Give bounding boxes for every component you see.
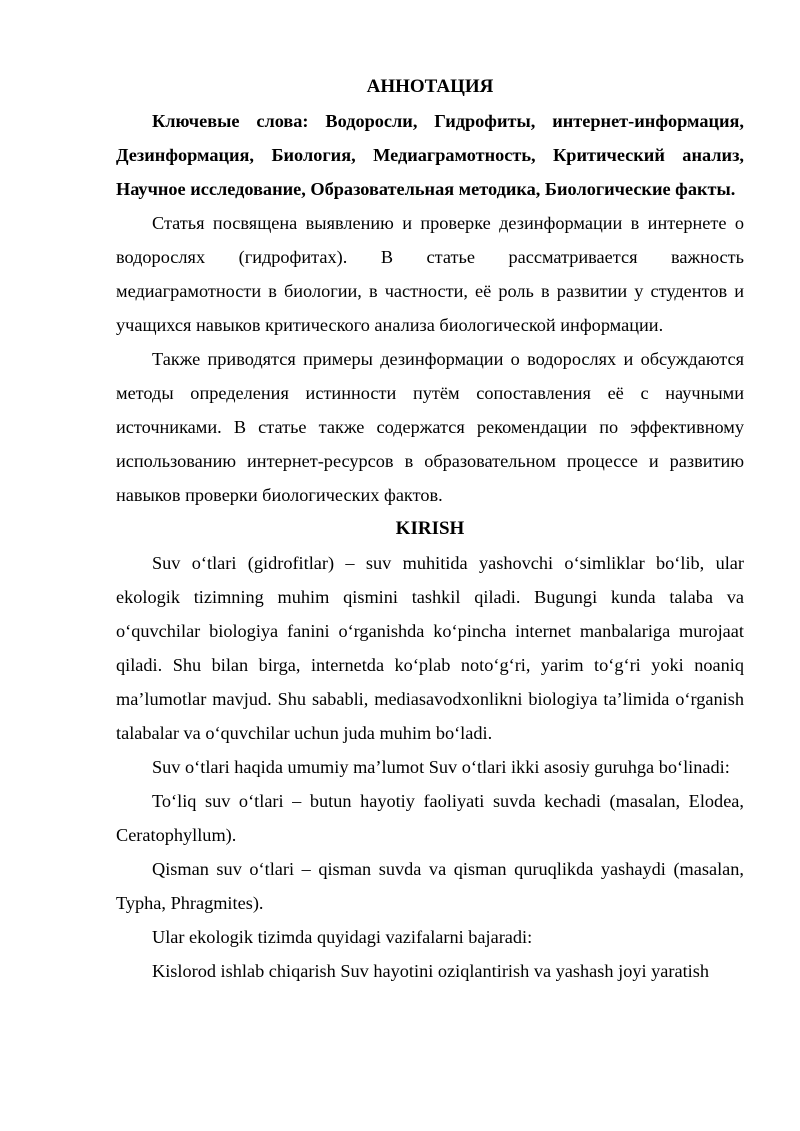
intro-paragraph-5: Ular ekologik tizimda quyidagi vazifalarni bajaradi:: [152, 927, 533, 947]
intro-paragraph-6: Kislorod ishlab chiqarish Suv hayotini oziqlantirish va yashash joyi yaratish: [152, 961, 709, 981]
annotation-title: АННОТАЦИЯ: [366, 76, 494, 97]
intro-paragraph-2: Suv oʻtlari haqida umumiy maʼlumot Suv oʻtlari ikki asosiy guruhga boʻlinadi:: [152, 757, 730, 777]
intro-paragraph-4: Qisman suv oʻtlari – qisman suvda va qisman quruqlikda yashaydi (masalan, Typha, Phragmites).: [116, 859, 744, 913]
intro-paragraph-1: Suv oʻtlari (gidrofitlar) – suv muhitida yashovchi oʻsimliklar boʻlib, ular ekologik tizimning muhim qismini tashkil qiladi. Bugungi kunda talaba va oʻquvchilar biologiya fanini oʻrganishda koʻpincha internet manbalariga murojaat qiladi. Shu bilan birga, internetda koʻplab notoʻgʻri, yarim toʻgʻri yoki noaniq maʼlumotlar mavjud. Shu sababli, mediasavodxonlikni biologiya taʼlimida oʻrganish talabalar va oʻquvchilar uchun juda muhim boʻladi.: [116, 553, 744, 743]
annotation-paragraph-2: Также приводятся примеры дезинформации о водорослях и обсуждаются методы определения истинности путём сопоставления её с научными источниками. В статье также содержатся рекомендации по эффективному использованию интернет-ресурсов в образовательном процессе и развитию навыков проверки биологических фактов.: [116, 349, 744, 505]
intro-title: KIRISH: [395, 518, 465, 539]
annotation-paragraph-1: Статья посвящена выявлению и проверке дезинформации в интернете о водорослях (гидрофитах). В статье рассматривается важность медиаграмотности в биологии, в частности, её роль в развитии у студентов и учащихся навыков критического анализа биологической информации.: [116, 213, 744, 335]
keywords-paragraph: Ключевые слова: Водоросли, Гидрофиты, интернет-информация, Дезинформация, Биология, Медиаграмотность, Критический анализ, Научное исследование, Образовательная методика, Биологические факты.: [116, 111, 744, 199]
intro-paragraph-3: Toʻliq suv oʻtlari – butun hayotiy faoliyati suvda kechadi (masalan, Elodea, Ceratophyllum).: [116, 791, 744, 845]
